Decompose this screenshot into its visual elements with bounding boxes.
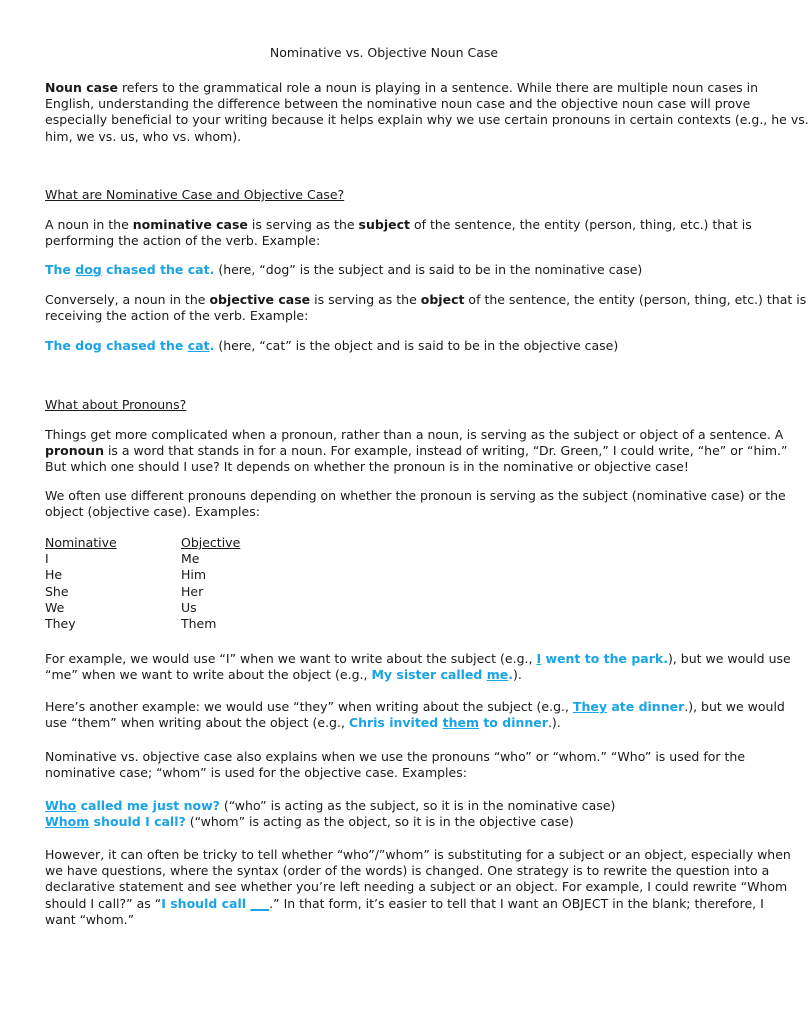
objective-cell: Me [181, 551, 200, 567]
objective-header: Objective [181, 535, 241, 550]
document-title: Nominative vs. Objective Noun Case [269, 45, 499, 60]
who-whom-examples: Who called me just now? (“who” is acting as the subject, so it is in the nominative case) Whom should I call? (“whom” is acting as the object, so it is in the objective case) [45, 798, 616, 830]
section-heading-cases: What are Nominative Case and Objective Case? [45, 187, 345, 202]
final-paragraph: However, it can often be tricky to tell whether “who”/”whom” is substituting for a subject or an object, especially when we have questions, where the syntax (order of the words) is changed. One strategy is to rewrite the question into a declarative statement and see whether you’re left needing a subject or an object. For example, I could rewrite “Whom should I call?” as “I should call ___.” In that form, it’s easier to tell that I want an OBJECT in the blank; therefore, I want “whom.” [45, 847, 791, 927]
objective-column [181, 535, 240, 632]
nominative-header: Nominative [45, 535, 117, 550]
nominative-cell: They [45, 616, 76, 632]
nominative-definition: A noun in the nominative case is serving as the subject of the sentence, the entity (person, thing, etc.) that is performing the action of the verb. Example: [45, 217, 752, 249]
section-heading-pronouns: What about Pronouns? [45, 397, 187, 412]
objective-cell: Her [181, 583, 204, 599]
nominative-cell: I [45, 551, 49, 567]
example-i-me: For example, we would use “I” when we want to write about the subject (e.g., I went to the park.), but we would use “me” when we want to write about the object (e.g., My sister called me.). [45, 651, 791, 683]
objective-definition: Conversely, a noun in the objective case is serving as the object of the sentence, the entity (person, thing, etc.) that is receiving the action of the verb. Example: [45, 292, 807, 324]
objective-cell: Him [181, 567, 207, 583]
objective-cell: Us [181, 599, 197, 615]
objective-example: The dog chased the cat. (here, “cat” is the object and is said to be in the objective case) [45, 338, 619, 353]
nominative-cell: We [45, 599, 65, 615]
example-they-them: Here’s another example: we would use “they” when writing about the subject (e.g., They ate dinner.), but we would use “them” when writing about the object (e.g., Chris invited them to dinner.). [45, 699, 785, 731]
nominative-example: The dog chased the cat. (here, “dog” is the subject and is said to be in the nominative case) [45, 262, 643, 277]
nominative-column [45, 535, 117, 632]
who-whom-paragraph: Nominative vs. objective case also explains when we use the pronouns “who” or “whom.” “Who” is used for the nominative case; “whom” is used for the objective case. Examples: [45, 749, 746, 781]
nominative-cell: She [45, 583, 69, 599]
intro-paragraph: Noun case refers to the grammatical role a noun is playing in a sentence. While there are multiple noun cases in English, understanding the difference between the nominative noun case and the objective noun case will prove especially beneficial to your writing because it helps explain why we use certain pronouns in certain contexts (e.g., he vs. him, we vs. us, who vs. whom). [45, 80, 809, 144]
pronoun-paragraph: Things get more complicated when a pronoun, rather than a noun, is serving as the subject or object of a sentence. A pronoun is a word that stands in for a noun. For example, instead of writing, “Dr. Green,” I could write, “he” or “him.” But which one should I use? It depends on whether the pronoun is in the nominative or objective case! [45, 427, 788, 475]
nominative-cell: He [45, 567, 63, 583]
pronoun-examples-intro: We often use different pronouns depending on whether the pronoun is serving as the subject (nominative case) or the object (objective case). Examples: [45, 488, 786, 520]
objective-cell: Them [181, 616, 217, 632]
